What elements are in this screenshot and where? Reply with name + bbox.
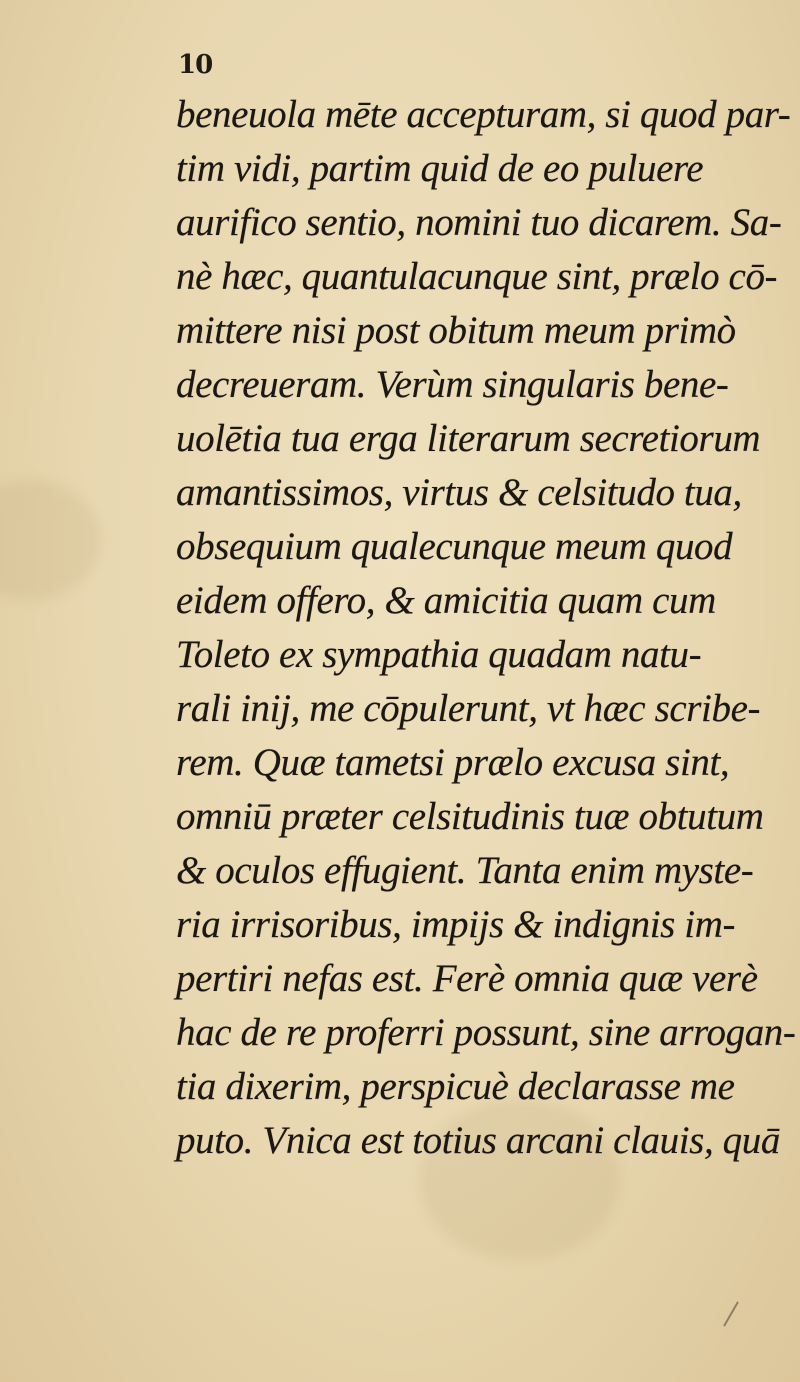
text-line: mittere nisi post obitum meum primò <box>176 309 736 352</box>
text-line: pertiri nefas est. Ferè omnia quæ verè <box>176 957 758 1000</box>
text-line: aurifico sentio, nomini tuo dicarem. Sa- <box>176 201 782 244</box>
text-line: decreueram. Verùm singularis bene- <box>176 363 729 406</box>
text-line: nè hæc, quantulacunque sint, prælo cō- <box>176 255 778 298</box>
text-line: ria irrisoribus, impijs & indignis im- <box>176 903 736 946</box>
text-line: uolētia tua erga literarum secretiorum <box>176 417 761 460</box>
text-line: hac de re proferri possunt, sine arrogan- <box>176 1011 796 1054</box>
pen-mark <box>723 1301 739 1326</box>
paper-stain <box>0 480 100 600</box>
text-line: tim vidi, partim quid de eo puluere <box>176 147 704 190</box>
body-text <box>176 88 796 1168</box>
text-line: & oculos effugient. Tanta enim myste- <box>176 849 754 892</box>
text-line: eidem offero, & amicitia quam cum <box>176 579 716 622</box>
text-line: omniū præter celsitudinis tuæ obtutum <box>176 795 764 838</box>
text-line: amantissimos, virtus & celsitudo tua, <box>176 471 742 514</box>
text-line: Toleto ex sympathia quadam natu- <box>176 633 702 676</box>
text-line: puto. Vnica est totius arcani clauis, quā <box>176 1119 780 1162</box>
text-line: rem. Quæ tametsi prælo excusa sint, <box>176 741 730 784</box>
text-line: rali inij, me cōpulerunt, vt hæc scribe- <box>176 687 761 730</box>
text-line: obsequium qualecunque meum quod <box>176 525 733 568</box>
page-number: 10 <box>178 50 213 80</box>
text-line: tia dixerim, perspicuè declarasse me <box>176 1065 735 1108</box>
text-line: beneuola mēte accepturam, si quod par- <box>176 93 791 136</box>
